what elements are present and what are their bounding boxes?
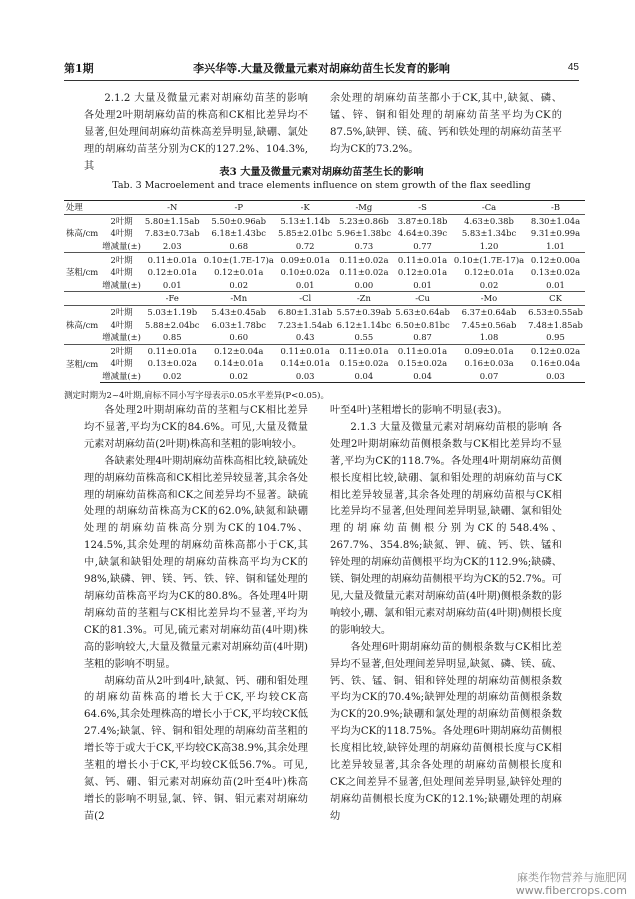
table-cell: 0.68	[229, 241, 249, 252]
row-sub: 4叶期	[110, 319, 133, 330]
col-header: -P	[202, 201, 276, 215]
section-2-1-2-start: 2.1.2 大量及微量元素对胡麻幼苗茎的影响 各处理2叶期胡麻幼苗的株高和CK相比差异均不显著,但处理间胡麻幼苗株高差异明显,缺硼、氯处理的胡麻幼苗茎分别为CK的127.2%、104.3%,其	[84, 93, 308, 172]
col-header: -Cu	[393, 292, 452, 306]
table-cell: 0.04	[393, 370, 452, 383]
table-cell: 0.55	[354, 332, 374, 343]
table-cell: 0.02	[143, 370, 202, 383]
row-sub: 4叶期	[110, 267, 133, 278]
col-header: -Cl	[276, 292, 335, 306]
table-row	[64, 214, 585, 227]
row-sub: 2叶期	[100, 344, 143, 357]
table-cell: 7.45±0.56ab	[461, 319, 517, 330]
row-sub: 增减量(±)	[102, 371, 141, 382]
table-cell: 0.15±0.02a	[397, 358, 448, 369]
header-corner: 处理	[64, 201, 143, 215]
table-cell: 0.04	[335, 370, 394, 383]
table-cell: 4.64±0.39c	[398, 228, 448, 239]
row-sub: 增减量(±)	[102, 332, 141, 343]
row-label-height: 株高/cm	[64, 305, 100, 344]
table-row	[64, 344, 585, 357]
table-row	[64, 370, 585, 383]
table-cell: 0.95	[546, 332, 565, 343]
table-cell: 0.12±0.00a	[526, 253, 585, 266]
table-cell: 0.11±0.02a	[335, 253, 394, 266]
table-cell: 5.13±1.14b	[276, 214, 335, 227]
table-cell: 0.02	[229, 279, 249, 290]
table-cell: 0.60	[229, 332, 249, 343]
table-cell: 5.50±0.96ab	[202, 214, 276, 227]
table-cell: 0.10±0.02a	[280, 267, 330, 278]
table-cell: 0.01	[162, 279, 182, 290]
running-title: 李兴华等.大量及微量元素对胡麻幼苗生长发育的影响	[193, 62, 450, 75]
table-cell: 5.63±0.64ab	[395, 307, 450, 318]
table-cell: 0.03	[276, 370, 335, 383]
header-blank	[64, 292, 143, 306]
table-cell: 0.02	[479, 279, 499, 290]
paragraph: 各缺素处理4叶期胡麻幼苗株高相比较,缺硫处理的胡麻幼苗株高和CK相比差异较显著,其余各处理的胡麻幼苗株高和CK之间差异均不显著。缺硫处理的胡麻幼苗株高为CK的62.0%,缺氮和缺硼处理的胡麻幼苗株高分别为CK的104.7%、124.5%,其余处理的胡麻幼苗株高都小于CK,其中,缺氯和缺钼处理的胡麻幼苗株高平均为CK的98%,缺磷、钾、镁、钙、铁、锌、铜和锰处理的胡麻幼苗株高平均为CK的80.8%。各处理4叶期胡麻幼苗的茎粗与CK相比差异均不显著,平均为CK的81.3%。可见,硫元素对胡麻幼苗(4叶期)株高的影响较大,大量及微量元素对胡麻幼苗(4叶期)茎粗的影响不明显。	[84, 455, 308, 670]
row-sub: 4叶期	[110, 358, 133, 369]
col-header: -Fe	[143, 292, 202, 306]
table-cell: 0.14±0.01a	[214, 358, 264, 369]
table-cell: 0.00	[354, 279, 374, 290]
table-cell: 6.50±0.81bc	[395, 319, 450, 330]
col-header: -Mg	[335, 201, 394, 215]
table-cell: 0.11±0.01a	[335, 344, 394, 357]
paragraph: 各处理6叶期胡麻幼苗的侧根条数与CK相比差异均不显著,但处理间差异明显,缺氮、磷、镁、硫、钙、铁、锰、铜、钼和锌处理的胡麻幼苗侧根条数平均为CK的70.4%;缺钾处理的胡麻幼苗侧根条数为CK的20.9%;缺硼和氯处理的胡麻幼苗侧根条数平均为CK的118.75%。各处理6叶期胡麻幼苗侧根长度相比较,缺锌处理的胡麻幼苗侧根长度与CK相比差异较显著,其余各处理的胡麻幼苗侧根长度和CK之间差异不显著,但处理间差异明显,缺锌处理的胡麻幼苗侧根长度为CK的12.1%;缺硼处理的胡麻幼	[330, 641, 562, 822]
row-label-stem: 茎粗/cm	[64, 344, 100, 383]
table-cell: 0.12±0.01a	[397, 267, 448, 278]
table-cell: 0.11±0.01a	[393, 344, 452, 357]
table-3	[64, 200, 585, 383]
table-cell: 7.23±1.54ab	[277, 319, 333, 330]
row-sub: 2叶期	[100, 214, 143, 227]
row-sub: 2叶期	[100, 253, 143, 266]
table-cell: 0.15±0.02a	[339, 358, 389, 369]
table-cell: 0.09±0.01a	[276, 253, 335, 266]
col-header: -S	[393, 201, 452, 215]
table-cell: 2.03	[162, 241, 182, 252]
table-row	[64, 279, 585, 292]
table-cell: 6.53±0.55ab	[528, 307, 583, 318]
table-cell: 9.31±0.99a	[530, 228, 581, 239]
table-row	[64, 240, 585, 253]
table-cell: 5.43±0.45ab	[202, 305, 276, 318]
table-note: 测定时期为2~4叶期,肩标不同小写字母表示0.05水平差异(P<0.05)。	[64, 391, 329, 401]
table-cell: 0.11±0.01a	[143, 344, 202, 357]
paragraph: 各处理2叶期胡麻幼苗的茎粗与CK相比差异均不显著,平均为CK的84.6%。可见,大量及微量元素对胡麻幼苗(2叶期)株高和茎粗的影响较小。	[84, 405, 308, 450]
paragraph: 胡麻幼苗从2叶到4叶,缺氮、钙、硼和钼处理的胡麻幼苗株高的增长大于CK,平均较CK高64.6%,其余处理株高的增长小于CK,平均较CK低27.4%;缺氯、锌、铜和钼处理的胡麻幼苗茎粗的增长等于或大于CK,平均较CK高38.9%,其余处理茎粗的增长小于CK,平均较CK低56.7%。可见,氮、钙、硼、钼元素对胡麻幼苗(2叶至4叶)株高增长的影响不明显,氯、锌、铜、钼元素对胡麻幼苗(2	[84, 675, 308, 822]
table-cell: 1.20	[479, 241, 499, 252]
table-cell: 4.63±0.38b	[452, 214, 526, 227]
row-label-stem: 茎粗/cm	[64, 253, 100, 292]
table-cell: 6.03±1.78bc	[211, 319, 266, 330]
table-cell: 0.43	[295, 332, 315, 343]
table-cell: 0.11±0.02a	[339, 267, 389, 278]
section-2-1-2-cont: 余处理的胡麻幼苗茎都小于CK,其中,缺氮、磷、锰、锌、铜和钼处理的胡麻幼苗茎平均为CK的87.5%,缺钾、镁、硫、钙和铁处理的胡麻幼苗茎平均为CK的73.2%。	[330, 93, 562, 155]
table-cell: 0.16±0.04a	[530, 358, 581, 369]
table-cell: 5.03±1.19b	[143, 305, 202, 318]
row-sub: 增减量(±)	[102, 279, 141, 290]
table-cell: 0.77	[413, 241, 432, 252]
table-cell: 0.12±0.02a	[526, 344, 585, 357]
table-cell: 6.80±1.31ab	[277, 307, 333, 318]
table-cell: 0.01	[413, 279, 432, 290]
table-row	[64, 266, 585, 279]
table-cell: 5.83±1.34bc	[461, 228, 517, 239]
table-cell: 0.85	[162, 332, 182, 343]
page-header	[64, 60, 579, 78]
top-right-text	[330, 91, 562, 159]
col-header: CK	[526, 292, 585, 306]
col-header: -Zn	[335, 292, 394, 306]
left-column	[84, 403, 308, 826]
table-row	[64, 318, 585, 331]
table-cell: 0.12±0.04a	[202, 344, 276, 357]
table-cell: 0.12±0.01a	[147, 267, 197, 278]
table-cell: 5.57±0.39ab	[336, 307, 392, 318]
row-sub: 4叶期	[110, 228, 133, 239]
col-header: -Mo	[452, 292, 526, 306]
col-header: -B	[526, 201, 585, 215]
table-row	[64, 331, 585, 344]
page-number: 45	[567, 62, 579, 73]
table-cell: 0.16±0.03a	[464, 358, 514, 369]
table-cell: 0.12±0.01a	[464, 267, 514, 278]
table-cell: 0.73	[354, 241, 374, 252]
paragraph: 叶至4叶)茎粗增长的影响不明显(表3)。	[330, 405, 508, 416]
table-cell: 0.02	[202, 370, 276, 383]
section-2-1-3: 2.1.3 大量及微量元素对胡麻幼苗根的影响 各处理2叶期胡麻幼苗侧根条数与CK相比差异均不显著,平均为CK的118.7%。各处理4叶期胡麻幼苗侧根长度相比较,缺硼、氯和钼处理的胡麻幼苗与CK相比差异较显著,其余各处理的胡麻幼苗根与CK相比差异均不显著,但处理间差异明显,缺硼、氯和钼处理的胡麻幼苗侧根分别为CK的548.4%、267.7%、354.8%;缺氮、钾、硫、钙、铁、锰和锌处理的胡麻幼苗侧根平均为CK的112.9%;缺磷、镁、铜处理的胡麻幼苗侧根平均为CK的52.7%。可见,大量及微量元素对胡麻幼苗(4叶期)侧根条数的影响较小,硼、氯和钼元素对胡麻幼苗(4叶期)侧根长度的影响较大。	[330, 421, 562, 636]
table-cell: 0.14±0.01a	[280, 358, 330, 369]
table-row	[64, 357, 585, 370]
table-cell: 8.30±1.04a	[526, 214, 585, 227]
header-rule	[64, 80, 579, 81]
watermark	[516, 871, 627, 897]
col-header: -Ca	[452, 201, 526, 215]
table-cell: 0.07	[452, 370, 526, 383]
table-header-row-1	[64, 201, 585, 215]
table-cell: 0.11±0.01a	[276, 344, 335, 357]
table-caption-en: Tab. 3 Macroelement and trace elements influence on stem growth of the flax seedling	[112, 180, 531, 191]
table-cell: 0.13±0.02a	[147, 358, 197, 369]
table-cell: 5.96±1.38bc	[336, 228, 392, 239]
table-cell: 5.88±2.04bc	[145, 319, 200, 330]
table-cell: 7.83±0.73ab	[144, 228, 200, 239]
table-row	[64, 253, 585, 266]
table-cell: 0.09±0.01a	[452, 344, 526, 357]
table-cell: 0.12±0.01a	[214, 267, 264, 278]
col-header: -K	[276, 201, 335, 215]
table-cell: 6.12±1.14bc	[336, 319, 392, 330]
table-caption-cn: 表3 大量及微量元素对胡麻幼苗茎生长的影响	[219, 166, 424, 178]
table-cell: 0.87	[413, 332, 432, 343]
table-cell: 0.11±0.01a	[393, 253, 452, 266]
row-sub: 增减量(±)	[102, 241, 141, 252]
table-cell: 0.13±0.02a	[530, 267, 581, 278]
table-cell: 5.23±0.86b	[335, 214, 394, 227]
table-cell: 6.37±0.64ab	[452, 305, 526, 318]
table-cell: 1.08	[479, 332, 499, 343]
table-cell: 0.10±(1.7E-17)a	[203, 254, 274, 265]
table-cell: 0.01	[546, 279, 565, 290]
watermark-name: 麻类作物营养与施肥网	[517, 871, 627, 884]
table-cell: 0.03	[526, 370, 585, 383]
row-sub: 2叶期	[100, 305, 143, 318]
table-cell: 5.80±1.15ab	[144, 215, 200, 226]
watermark-url: www.fibercrops.com	[515, 884, 627, 897]
table-cell: 5.85±2.01bc	[278, 228, 333, 239]
table-row	[64, 305, 585, 318]
table-header-row-2	[64, 292, 585, 306]
col-header: -N	[143, 201, 202, 215]
row-label-height: 株高/cm	[64, 214, 100, 253]
table-cell: 0.10±(1.7E-17)a	[453, 254, 525, 265]
table-cell: 0.72	[295, 241, 315, 252]
right-column	[330, 403, 562, 826]
table-cell: 3.87±0.18b	[393, 214, 452, 227]
table-cell: 0.11±0.01a	[143, 253, 202, 266]
table-cell: 6.18±1.43bc	[211, 228, 266, 239]
issue-number: 第1期	[64, 62, 94, 75]
table-cell: 1.01	[546, 241, 565, 252]
col-header: -Mn	[202, 292, 276, 306]
table-cell: 0.01	[295, 279, 315, 290]
table-row	[64, 227, 585, 240]
table-cell: 7.48±1.85ab	[528, 319, 583, 330]
